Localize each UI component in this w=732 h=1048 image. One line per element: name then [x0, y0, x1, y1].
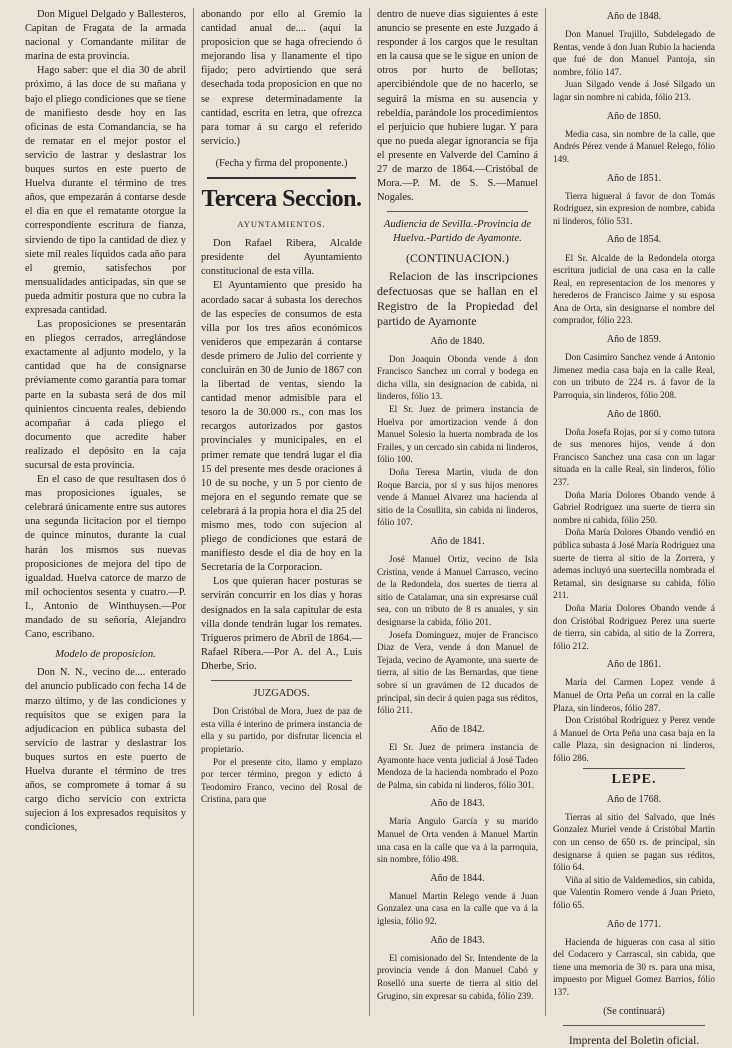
proposiciones-paragraph: Las proposiciones se presentarán en pliegos cerrados, arreglándose exactamente al adjunto modelo, y la cantidad que ha de consignarse préviamente como garantía para tomar parte en la subasta será de dos mil quinientos cincuenta reales, debiendo acompañar á cada pliego el documento que acredite haber realizado el depósito en la caja sucursal de esta provincia. [25, 319, 186, 471]
year-heading: Año de 1859. [606, 334, 662, 346]
audiencia-heading: Audiencia de Sevilla.-Provincia de Huelva.-Partido de Ayamonte. [383, 219, 532, 245]
fecha-firma: (Fecha y firma del proponente.) [215, 157, 348, 169]
year-heading: Año de 1854. [606, 234, 662, 246]
registry-entry: Media casa, sin nombre de la calle, que Andrés Pérez vende á Manuel Relego, fólio 149. [553, 128, 715, 164]
registry-entry: Doña Teresa Martin, viuda de don Roque Barcia, por sí y sus hijos menores vende á Manuel Alvarez una hacienda al sitio de la Cosullita, sin cabida ni linderos, fólio 107. [377, 467, 538, 528]
relacion-title: Relacion de las inscripciones defectuosas que se hallan en el Registro de la Propiedad del partido de Ayamonte [377, 268, 538, 328]
registry-entry: Manuel Martin Relego vende á Juan Gonzalez una casa en la calle que va á la iglesia, fólio 92. [377, 890, 538, 927]
year-heading: Año de 1848. [606, 11, 662, 22]
column-3 [370, 8, 546, 1016]
registry-entry: Doña María Dolores Obando vende á Gabriel Rodriguez una suerte de tierra sin nombre ni cabida, fólio 250. [553, 489, 715, 525]
registry-entry: Doña María Dolores Obando vende á don Cristóbal Rodriguez Perez una suerte de tierra, sin cabida, al sitio de la Zorrera, fólio 212. [553, 602, 715, 651]
registry-entry: Doña María Dolores Obando vendió en pública subasta á José María Rodriguez una suerte de tierra al sitio de la Zorrera, y ademas incluyó una suertecilla nombrada el Retamal, sin designarse su cabida, fólio 211. [553, 527, 715, 601]
registry-entry: Doña Josefa Rojas, por sí y como tutora de sus menores hijos, vende á don Francisco Sanchez una casa con un lagar situada en la calle Real, sin linderos, fólio 237. [553, 426, 715, 487]
registry-entry: El Sr. Juez de primera instancia de Huelva por amortizacion vende á don Manuel Solesio la huerta nombrada de los Frailes, y un cercado sin cabida ni linderos, fólio 100. [377, 404, 538, 465]
column-4 [546, 8, 722, 1047]
registry-entry: Viña al sitio de Valdemedios, sin cabida, que Valentin Romero vende á Juan Prieto, fólio 65. [553, 874, 715, 910]
modelo-heading: Modelo de proposicion. [55, 649, 156, 661]
year-heading: Año de 1842. [430, 723, 485, 735]
year-heading: Año de 1768. [606, 793, 662, 805]
registry-entry: José Manuel Ortiz, vecino de Isla Cristina, vende á Manuel Carrasco, vecino de la Redondela, dos suertes de tierra al sitio de Catalamar, una sin expresarse cuál sea, con un tributo de 8 rs anuales, y sin designarse la cabida, fólio 201. [377, 554, 538, 628]
registry-entry: Don Manuel Trujillo, Subdelegado de Rentas, vende á don Juan Rubio la hacienda que fué de don Manuel Pantoja, sin nombre, fólio 147. [553, 29, 715, 77]
column-1 [18, 8, 194, 1016]
comandante-intro: Don Miguel Delgado y Ballesteros, Capitan de Fragata de la armada nacional y Comandante militar de marina de esta provincia. [25, 9, 186, 63]
year-heading: Año de 1843. [430, 934, 485, 946]
registry-entry: Don Cristóbal Rodriguez y Perez vende á Manuel de Orta Peña una casa baja en la calle Plaza, sin designacion ni linderos, fólio 286. [553, 715, 715, 763]
continuara-label: (Se continuará) [603, 1005, 665, 1017]
registry-entry: El comisionado del Sr. Intendente de la provincia vende á don Manuel Cabó y Roselló una suerte de tierra al sitio del Grugino, sin expresar su cabida, fólio 239. [377, 952, 538, 1001]
year-heading: Año de 1843. [430, 798, 485, 810]
registry-entry: Hacienda de higueras con casa al sitio del Codacero y Carrascal, sin cabida, que tiene una memoria de 30 rs. para una misa, impuesto por Miguel Gomez Barrios, fólio 137. [553, 936, 715, 997]
divider [583, 768, 685, 769]
ayuntamientos-heading: AYUNTAMIENTOS. [237, 219, 326, 230]
registry-entry: Juan Silgado vende á José Silgado un lagar sin nombre ni cabida, fólio 213. [553, 79, 715, 103]
year-heading: Año de 1860. [606, 408, 662, 420]
registry-entry: Tierras al sitio del Salvado, que Inés Gonzalez Muriel vende á Cristóbal Martin con un censo de 650 rs. de principal, sin designarse á quien se pagan sus réditos, fólio 64. [553, 811, 715, 873]
lepe-heading: LEPE. [611, 771, 657, 787]
registry-entry: Don Casimiro Sanchez vende á Antonio Jimenez media casa baja en la calle Real, con un tributo de 224 rs. á favor de la Parroquia, sin linderos, fólio 208. [553, 352, 715, 400]
printer-footer: Imprenta del Boletin oficial. [568, 1034, 700, 1047]
section-title: Tercera Seccion. [201, 186, 362, 213]
modelo-text: Don N. N., vecino de.... enterado del anuncio publicado con fecha 14 de marzo último, y de las condiciones y requisitos que se exigen para la adjudicacion en pública subasta del servicio de lastrar y deslastrar los buques surtos en este puerto de Huelva durante el término de tres años, se compromete á tomar á su cargo dicho servicio con extricta sujecion á los expresados requisitos y condiciones, [25, 667, 186, 834]
registry-entry: El Sr. Juez de primera instancia de Ayamonte hace venta judicial á José Tadeo Mendoza de la hacienda nombrado el Pozo de Palma, sin cabida ni linderos, fólio 301. [377, 741, 538, 790]
divider [563, 1025, 705, 1026]
divider [211, 680, 352, 681]
column-2 [194, 8, 370, 1016]
registry-entry: El Sr. Alcalde de la Redondela otorga escritura judicial de una casa en la calle Real, en representacion de los menores y herederos de Francisco Jaime y su esposa Ana de Orta, sin designarse el nombre del comprador, fólio 223. [553, 252, 715, 326]
year-heading: Año de 1841. [430, 536, 485, 547]
registry-entry: María Angulo García y su marido Manuel de Orta venden á Manuel Martín una casa en la calle que va á la parroquia, sin nombre, fólio 498. [377, 816, 538, 865]
registry-entry: Don Joaquin Obonda vende á don Francisco Sanchez un corral y bodega en dicha villa, sin designacion de cabida, ni linderos, fólio 13. [377, 353, 538, 402]
divider [387, 211, 528, 212]
alcalde-intro: Don Rafael Ribera, Alcalde presidente del Ayuntamiento constitucional de esta villa. [201, 238, 362, 278]
citacion-continued: dentro de nueve dias siguientes á este anuncio se presente en este Juzgado á responder á los cargos que le resultan en la causa que se le sigue en union de otros por hurto de bellotas; apercibiéndole que de no hacerlo, se seguirá la misma en su ausencia y rebeldía, parándole los procedimientos el perjuicio que hubiere lugar. Y para que no pueda alegar ignorancia se fija el presente en Valverde del Camino á 27 de marzo de 1864.—Cristóbal de Mora.—P. M. de S. S.—Manuel Nogales. [377, 9, 538, 204]
citacion-text: Por el presente cito, llamo y emplazo por tercer término, pregon y edicto á Teodomiro Franco, vecino del Rosal de Cristina, para que [201, 756, 362, 805]
registry-entry: Tierra higueral á favor de don Tomás Rodriguez, sin expresion de nombre, cabida ni linderos, fólio 531. [553, 190, 715, 226]
juzgados-heading: JUZGADOS. [253, 688, 310, 700]
year-heading: Año de 1850. [606, 110, 662, 122]
registry-entry: María del Carmen Lopez vende á Manuel de Orta Peña un corral en la calle Plaza, sin linderos, fólio 287. [553, 677, 715, 713]
juez-intro: Don Cristóbal de Mora, Juez de paz de esta villa é interino de primera instancia de ella y su partido, por disfrutar licencia el propietario. [201, 706, 362, 754]
year-heading: Año de 1840. [430, 335, 485, 347]
registry-entry: Josefa Dominguez, mujer de Francisco Diaz de Vera, vende á don Manuel de Tejada, vecino de Ayamonte, una suerte de tierra, al sitio de las Bernardas, que tiene sobre sí un gravámen de 12 ducados de principal, sin decir á quien paga sus réditos, fólio 211. [377, 629, 538, 716]
year-heading: Año de 1771. [606, 918, 662, 930]
year-heading: Año de 1861. [606, 659, 662, 671]
consumos-notice: El Ayuntamiento que presido ha acordado sacar á subasta los derechos de las especies de consumos de esta villa por los tres años económicos venideros que empezarán á contarse desde primero de Julio del corriente y concluirán en 30 de Junio de 1867 con la libertad de ventas, siendo la cantidad menor admisible para el tesoro la de 30.000 rs., con mas los recargos autorizados por gastos provinciales y municipales, en el primer remate que tendrá lugar el dia 15 del presente mes desde oraciones á 10 de su noche, y un 5 por ciento de mejora en el segundo remate que se celebrará á la propia hora el dia 25 del mismo mes, todo con sujecion al pliego de condiciones que estará de manifiesto desde el dia de hoy en la Secretaría de la Corporacion. [201, 280, 362, 574]
igualdad-paragraph: En el caso de que resultasen dos ó mas proposiciones iguales, se celebrará únicamente entre sus autores una segunda licitacion por el tiempo de quince minutos, durante la cual harán los mismos sus nuevas proposiciones de mejora del tipo de igualdad. Huelva catorce de marzo de mil ochocientos sesenta y cuatro.—P. I., Antonio de Winthuysen.—Por mandado de su señoría, Alejandro Cano, escribano. [25, 474, 186, 641]
continuacion-label: (CONTINUACION.) [406, 250, 509, 265]
year-heading: Año de 1844. [430, 872, 485, 884]
divider [207, 177, 356, 179]
posturas-paragraph: Los que quieran hacer posturas se servirán concurrir en los dias y horas designados en la sala capitular de esta villa donde tendrán lugar los remates. Trigueros primero de Abril de 1864.—Rafael Ribera.—Por A. del A., Luis Dherbe, Srio. [201, 576, 362, 672]
year-heading: Año de 1851. [606, 172, 662, 184]
modelo-continued: abonando por ello al Gremio la cantidad anual de.... (aquí la proposicion que se haga ofreciendo ó mejorando lisa y llanamente el tipo fijado; pero advirtiendo que será desechada toda proposicion en que no se exprese determinadamente la cantidad, escrita en letra, que ofrezca para tomar á su cargo el referido servicio.) [201, 9, 362, 147]
subasta-notice: Hago saber: que el dia 30 de abril próximo, á las doce de su mañana y bajo el pliego condiciones que se tiene de manifiesto desde hoy en las oficinas de esta Comandancia, se ha de rematar en el mejor postor el servicio de lastrar y deslastrar los buques surtos en este puerto de Huelva durante el término de tres años, que empezarán á contarse desde el dia en que el rematante otorgue la correspondiente escritura de fianza, sirviendo de tipo la cantidad de diez y siete mil reales líquidos cada año para el gremio, satisfechos por mensualidades anticipadas, sin que se pueda admitir postura que no cubra la expresada cantidad. [25, 65, 186, 316]
